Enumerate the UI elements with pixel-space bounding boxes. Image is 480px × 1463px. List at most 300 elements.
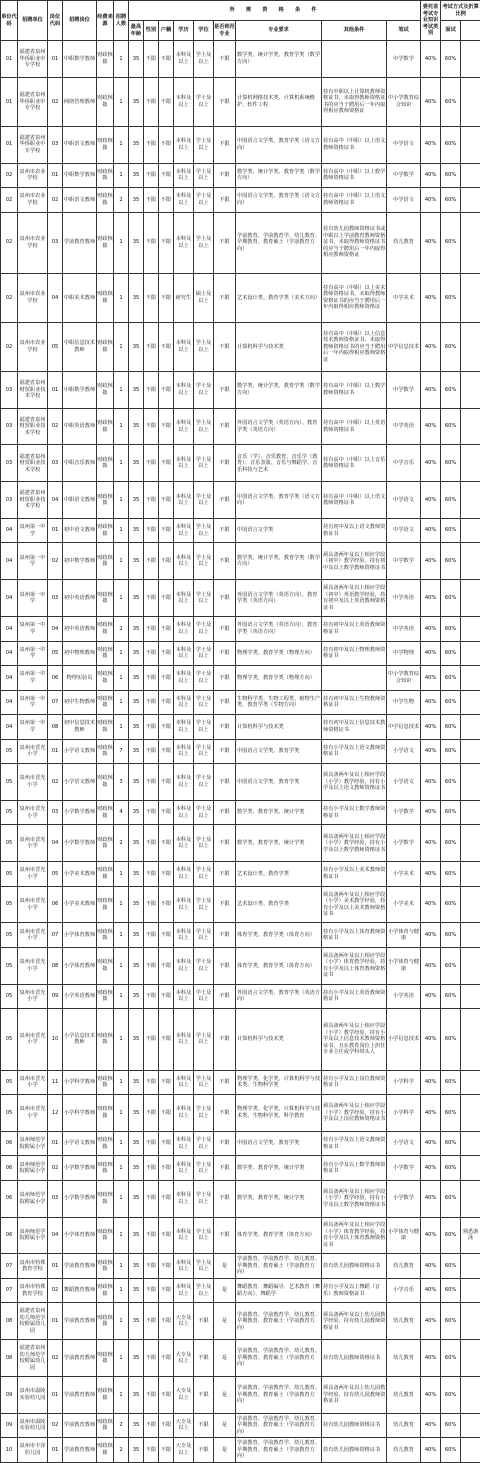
- cell-age: 35: [129, 1376, 144, 1413]
- cell-unit-code: 03: [1, 371, 18, 408]
- cell-funding: 财政核拨: [97, 163, 114, 188]
- cell-age: 35: [129, 923, 144, 948]
- cell-unit: 泉州市特殊教育学校: [18, 1254, 48, 1279]
- table-row: [1, 984, 480, 1009]
- table-row: [1, 445, 480, 482]
- cell-interview: 60%: [441, 1009, 461, 1070]
- cell-post-code: 01: [48, 1303, 63, 1340]
- cell-education: 本科及以上: [174, 1095, 194, 1132]
- cell-unit: 泉州市晋光小学: [18, 1095, 48, 1132]
- cell-education: 本科及以上: [174, 715, 194, 740]
- cell-post-code: 07: [48, 690, 63, 715]
- cell-funding: 财政核拨: [97, 273, 114, 322]
- cell-education: 本科及以上: [174, 445, 194, 482]
- cell-gender: 不限: [144, 862, 159, 887]
- table-row: [1, 947, 480, 984]
- cell-hukou: 不限: [159, 1278, 174, 1303]
- cell-education: 本科及以上: [174, 1217, 194, 1254]
- cell-hukou: 不限: [159, 445, 174, 482]
- cell-funding: 财政核拨: [97, 408, 114, 445]
- cell-post-code: 12: [48, 1095, 63, 1132]
- table-row: [1, 1009, 480, 1070]
- cell-degree: 学士及以上: [194, 77, 214, 126]
- cell-normal: 不限: [214, 273, 236, 322]
- cell-subject: 小学语文: [387, 764, 421, 801]
- cell-education: 大专及以上: [174, 1303, 194, 1340]
- cell-interview: 60%: [441, 518, 461, 543]
- cell-post: 中职语文教师: [63, 126, 97, 163]
- cell-age: 35: [129, 1303, 144, 1340]
- cell-degree: 学士及以上: [194, 984, 214, 1009]
- cell-interview: 60%: [441, 666, 461, 691]
- cell-hukou: 不限: [159, 1254, 174, 1279]
- cell-degree: 不限: [194, 1413, 214, 1438]
- cell-normal: 不限: [214, 825, 236, 862]
- cell-normal: 不限: [214, 163, 236, 188]
- cell-count: 1: [114, 77, 129, 126]
- cell-written: 40%: [421, 41, 441, 78]
- cell-written: 40%: [421, 482, 441, 519]
- cell-normal: 不限: [214, 1156, 236, 1181]
- cell-post: 初中数学教师: [63, 543, 97, 580]
- cell-count: 1: [114, 862, 129, 887]
- cell-age: 35: [129, 1217, 144, 1254]
- cell-gender: 不限: [144, 188, 159, 213]
- cell-post: 小学美术教师: [63, 886, 97, 923]
- cell-unit: 福建省泉州华侨职业中专学校: [18, 126, 48, 163]
- cell-normal: 是: [214, 1340, 236, 1377]
- cell-interview: 60%: [441, 617, 461, 642]
- cell-count: 1: [114, 445, 129, 482]
- cell-remark: [461, 445, 480, 482]
- table-row: [1, 41, 480, 78]
- table-row: [1, 715, 480, 740]
- header-row-1: [1, 1, 480, 21]
- cell-interview: 60%: [441, 862, 461, 887]
- cell-subject: 中学数学: [387, 543, 421, 580]
- cell-remark: [461, 1070, 480, 1095]
- cell-education: 本科及以上: [174, 984, 194, 1009]
- cell-education: 本科及以上: [174, 482, 194, 519]
- cell-unit: 泉州市晋光小学: [18, 1070, 48, 1095]
- cell-written: 40%: [421, 1303, 441, 1340]
- cell-education: 本科及以上: [174, 1070, 194, 1095]
- cell-normal: 不限: [214, 212, 236, 273]
- cell-normal: 不限: [214, 188, 236, 213]
- cell-written: 40%: [421, 825, 441, 862]
- cell-other: 持有小学及以上数学教师资格证书: [322, 800, 387, 825]
- cell-funding: 财政核拨: [97, 1070, 114, 1095]
- cell-age: 35: [129, 666, 144, 691]
- cell-age: 35: [129, 41, 144, 78]
- cell-interview: 60%: [441, 482, 461, 519]
- col-other: 其他条件: [322, 21, 387, 41]
- cell-post-code: 02: [48, 764, 63, 801]
- cell-interview: 60%: [441, 1278, 461, 1303]
- table-row: [1, 371, 480, 408]
- cell-written: 40%: [421, 1413, 441, 1438]
- cell-remark: [461, 1376, 480, 1413]
- cell-count: 4: [114, 800, 129, 825]
- cell-subject: 中学音乐: [387, 445, 421, 482]
- cell-post: 初中信息技术教师: [63, 715, 97, 740]
- cell-written: 40%: [421, 580, 441, 617]
- cell-subject: 幼儿教育: [387, 1413, 421, 1438]
- cell-post: 中职语文教师: [63, 482, 97, 519]
- cell-funding: 财政核拨: [97, 1340, 114, 1377]
- cell-count: 1: [114, 715, 129, 740]
- table-row: [1, 764, 480, 801]
- cell-interview: 60%: [441, 580, 461, 617]
- cell-count: 1: [114, 1095, 129, 1132]
- cell-interview: 60%: [441, 371, 461, 408]
- cell-age: 35: [129, 518, 144, 543]
- cell-subject: 幼儿教育: [387, 1340, 421, 1377]
- cell-post-code: 01: [48, 1131, 63, 1156]
- cell-funding: 财政核拨: [97, 482, 114, 519]
- cell-post-code: 06: [48, 666, 63, 691]
- cell-unit-code: 05: [1, 739, 18, 764]
- cell-count: 2: [114, 1438, 129, 1463]
- cell-unit: 泉州第一中学: [18, 617, 48, 642]
- cell-hukou: 不限: [159, 482, 174, 519]
- cell-hukou: 不限: [159, 543, 174, 580]
- cell-remark: [461, 126, 480, 163]
- cell-other: 持有小学及以上语文教师资格证书: [322, 1131, 387, 1156]
- cell-age: 35: [129, 408, 144, 445]
- cell-post-code: 03: [48, 800, 63, 825]
- cell-interview: 60%: [441, 1340, 461, 1377]
- cell-gender: 不限: [144, 1438, 159, 1463]
- cell-age: 35: [129, 1009, 144, 1070]
- cell-education: 研究生: [174, 273, 194, 322]
- cell-hukou: 不限: [159, 408, 174, 445]
- cell-education: 大专及以上: [174, 1413, 194, 1438]
- cell-remark: [461, 690, 480, 715]
- cell-gender: 不限: [144, 1131, 159, 1156]
- cell-count: 1: [114, 666, 129, 691]
- cell-normal: 不限: [214, 764, 236, 801]
- cell-other: 须具备两年及以上相应学段（小学）体育教学经验，持有小学及以上体育教师资格证书: [322, 947, 387, 984]
- cell-unit-code: 07: [1, 1278, 18, 1303]
- cell-gender: 不限: [144, 947, 159, 984]
- cell-remark: [461, 580, 480, 617]
- cell-count: 1: [114, 886, 129, 923]
- cell-count: 1: [114, 1131, 129, 1156]
- cell-normal: 不限: [214, 641, 236, 666]
- cell-hukou: 不限: [159, 1009, 174, 1070]
- cell-hukou: 不限: [159, 1156, 174, 1181]
- cell-age: 35: [129, 1278, 144, 1303]
- cell-post-code: 08: [48, 947, 63, 984]
- table-row: [1, 1070, 480, 1095]
- cell-interview: 60%: [441, 1070, 461, 1095]
- table-row: [1, 188, 480, 213]
- cell-subject: 中学英语: [387, 617, 421, 642]
- cell-post: 学前教育教师: [63, 1438, 97, 1463]
- cell-unit: 泉州第一中学: [18, 518, 48, 543]
- cell-hukou: 不限: [159, 739, 174, 764]
- cell-other: 持有小学及以上体育教师资格证书: [322, 923, 387, 948]
- cell-funding: 财政核拨: [97, 764, 114, 801]
- cell-interview: 60%: [441, 1438, 461, 1463]
- cell-post-code: 05: [48, 322, 63, 371]
- cell-normal: 不限: [214, 408, 236, 445]
- cell-degree: 学士及以上: [194, 1278, 214, 1303]
- cell-major: 中国语言文学类、教育学类: [236, 739, 322, 764]
- cell-age: 35: [129, 947, 144, 984]
- cell-subject: 小学体育与健康: [387, 923, 421, 948]
- cell-remark: [461, 273, 480, 322]
- cell-count: 2: [114, 1413, 129, 1438]
- cell-post-code: 01: [48, 518, 63, 543]
- cell-post-code: 01: [48, 739, 63, 764]
- cell-age: 35: [129, 126, 144, 163]
- cell-normal: 不限: [214, 984, 236, 1009]
- cell-gender: 不限: [144, 273, 159, 322]
- col-ratio: 考试方式及折算比例: [441, 1, 480, 21]
- cell-remark: [461, 188, 480, 213]
- cell-written: 40%: [421, 617, 441, 642]
- cell-unit: 泉州市晋光小学: [18, 984, 48, 1009]
- col-requirements: 所 需 资 格 条 件: [129, 1, 421, 21]
- table-row: [1, 641, 480, 666]
- col-education: 学历: [174, 21, 194, 41]
- cell-normal: 不限: [214, 482, 236, 519]
- cell-post-code: 04: [48, 273, 63, 322]
- table-row: [1, 126, 480, 163]
- cell-hukou: 不限: [159, 666, 174, 691]
- cell-normal: 不限: [214, 923, 236, 948]
- cell-gender: 不限: [144, 739, 159, 764]
- cell-remark: [461, 1254, 480, 1279]
- cell-gender: 不限: [144, 1156, 159, 1181]
- cell-normal: 不限: [214, 690, 236, 715]
- cell-post-code: 03: [48, 212, 63, 273]
- cell-funding: 财政核拨: [97, 580, 114, 617]
- cell-education: 本科及以上: [174, 188, 194, 213]
- cell-education: 本科及以上: [174, 666, 194, 691]
- cell-unit-code: 02: [1, 188, 18, 213]
- cell-degree: 学士及以上: [194, 126, 214, 163]
- cell-major: 学前教育、学前教育学、幼儿教育、早期教育、教育硕士（学前教育方向）: [236, 1254, 322, 1279]
- cell-degree: 不限: [194, 1376, 214, 1413]
- cell-post-code: 02: [48, 408, 63, 445]
- cell-funding: 财政核拨: [97, 690, 114, 715]
- cell-education: 本科及以上: [174, 1131, 194, 1156]
- cell-written: 40%: [421, 212, 441, 273]
- cell-written: 40%: [421, 1217, 441, 1254]
- col-post: 招聘岗位: [63, 1, 97, 41]
- cell-age: 35: [129, 1438, 144, 1463]
- cell-hukou: 不限: [159, 984, 174, 1009]
- cell-gender: 不限: [144, 163, 159, 188]
- cell-subject: 中学数学: [387, 371, 421, 408]
- cell-interview: 60%: [441, 1413, 461, 1438]
- cell-hukou: 不限: [159, 41, 174, 78]
- cell-age: 35: [129, 690, 144, 715]
- cell-other: 持有幼儿园教师资格证书: [322, 1438, 387, 1463]
- cell-other: 须具备两年及以上相应学段（小学）体育教学经验，持有小学及以上体育教师资格证书: [322, 1217, 387, 1254]
- cell-written: 40%: [421, 1131, 441, 1156]
- cell-normal: 不限: [214, 1131, 236, 1156]
- cell-unit-code: 01: [1, 77, 18, 126]
- cell-unit: 福建省泉州华侨职业中专学校: [18, 77, 48, 126]
- cell-interview: 60%: [441, 126, 461, 163]
- cell-other: 持有幼儿园教师资格证书: [322, 1254, 387, 1279]
- cell-major: 数学类、统计学类、教育学类（数学方向）: [236, 371, 322, 408]
- cell-unit-code: 06: [1, 1217, 18, 1254]
- cell-age: 35: [129, 1340, 144, 1377]
- cell-education: 本科及以上: [174, 518, 194, 543]
- cell-remark: [461, 1340, 480, 1377]
- cell-post-code: 01: [48, 1438, 63, 1463]
- cell-age: 35: [129, 163, 144, 188]
- cell-major: 艺术设计类、教育学类: [236, 862, 322, 887]
- cell-education: 本科及以上: [174, 690, 194, 715]
- cell-major: 学前教育、学前教育学、幼儿教育、早期教育、教育硕士（学前教育方向）: [236, 1438, 322, 1463]
- cell-funding: 财政核拨: [97, 77, 114, 126]
- table-row: [1, 617, 480, 642]
- cell-major: 中国语言文学类、教育学类: [236, 1131, 322, 1156]
- cell-other: 须具备两年及以上相应学段（小学）教学经验，持有小学及以上语文教师资格证书: [322, 764, 387, 801]
- cell-major: 中国语言文学类、教育学类（语文方向）: [236, 126, 322, 163]
- cell-major: 数学类、教育学类、统计学类: [236, 825, 322, 862]
- cell-degree: 学士及以上: [194, 543, 214, 580]
- cell-funding: 财政核拨: [97, 800, 114, 825]
- cell-post: 小学语文教师: [63, 739, 97, 764]
- cell-remark: [461, 1303, 480, 1340]
- cell-unit: 泉州市晋光小学: [18, 800, 48, 825]
- cell-post-code: 10: [48, 1009, 63, 1070]
- cell-education: 本科及以上: [174, 408, 194, 445]
- cell-hukou: 不限: [159, 518, 174, 543]
- cell-degree: 学士及以上: [194, 212, 214, 273]
- cell-normal: 不限: [214, 77, 236, 126]
- cell-education: 本科及以上: [174, 1254, 194, 1279]
- cell-count: 1: [114, 641, 129, 666]
- cell-gender: 不限: [144, 825, 159, 862]
- cell-post: 中职数学教师: [63, 41, 97, 78]
- cell-remark: [461, 543, 480, 580]
- cell-subject: 小学数学: [387, 1180, 421, 1217]
- cell-gender: 不限: [144, 1009, 159, 1070]
- cell-unit-code: 08: [1, 1340, 18, 1377]
- cell-gender: 不限: [144, 1095, 159, 1132]
- cell-unit: 泉州师范学院附属小学: [18, 1131, 48, 1156]
- cell-degree: 学士及以上: [194, 408, 214, 445]
- cell-unit: 泉州市温陵实验幼儿园: [18, 1413, 48, 1438]
- cell-post: 初中语文教师: [63, 518, 97, 543]
- cell-subject: 中学语文: [387, 518, 421, 543]
- cell-count: 1: [114, 41, 129, 78]
- cell-major: 外国语言文学类（英语方向）、教育学类（英语方向）: [236, 408, 322, 445]
- cell-hukou: 不限: [159, 1303, 174, 1340]
- cell-subject: 中学语文: [387, 482, 421, 519]
- cell-post: 中职信息技术教师: [63, 322, 97, 371]
- cell-age: 35: [129, 1095, 144, 1132]
- cell-other: 持有初中及以上英语教师资格证书: [322, 617, 387, 642]
- cell-degree: 学士及以上: [194, 923, 214, 948]
- cell-subject: 小学科学: [387, 1070, 421, 1095]
- cell-other: 持有小学及以上美术教师资格证书: [322, 862, 387, 887]
- cell-remark: [461, 617, 480, 642]
- cell-post-code: 04: [48, 1217, 63, 1254]
- cell-subject: 小学数学: [387, 800, 421, 825]
- cell-hukou: 不限: [159, 1376, 174, 1413]
- cell-hukou: 不限: [159, 764, 174, 801]
- cell-unit: 泉州市晋光小学: [18, 825, 48, 862]
- cell-written: 40%: [421, 641, 441, 666]
- cell-gender: 不限: [144, 77, 159, 126]
- cell-unit-code: 01: [1, 41, 18, 78]
- cell-interview: 60%: [441, 1254, 461, 1279]
- cell-other: [322, 666, 387, 691]
- cell-unit: 泉州市晋光小学: [18, 739, 48, 764]
- cell-remark: [461, 408, 480, 445]
- cell-unit-code: 05: [1, 984, 18, 1009]
- cell-post: 小学语文教师: [63, 1131, 97, 1156]
- cell-funding: 财政核拨: [97, 41, 114, 78]
- cell-other: 持有高中（中职）以上数学教师资格证书: [322, 163, 387, 188]
- cell-hukou: 不限: [159, 1413, 174, 1438]
- cell-normal: 是: [214, 1278, 236, 1303]
- cell-subject: 小学科学: [387, 1095, 421, 1132]
- cell-unit: 泉州第一中学: [18, 715, 48, 740]
- cell-education: 本科及以上: [174, 1009, 194, 1070]
- cell-count: 1: [114, 1217, 129, 1254]
- cell-written: 40%: [421, 947, 441, 984]
- cell-hukou: 不限: [159, 188, 174, 213]
- cell-count: 1: [114, 1070, 129, 1095]
- cell-hukou: 不限: [159, 690, 174, 715]
- cell-normal: 不限: [214, 947, 236, 984]
- cell-gender: 不限: [144, 408, 159, 445]
- cell-unit-code: 05: [1, 886, 18, 923]
- cell-normal: 不限: [214, 617, 236, 642]
- cell-major: 学前教育、学前教育学、幼儿教育、早期教育、教育硕士（学前教育方向）: [236, 1376, 322, 1413]
- table-row: [1, 1340, 480, 1377]
- cell-degree: 学士及以上: [194, 947, 214, 984]
- cell-degree: 学士及以上: [194, 886, 214, 923]
- cell-funding: 财政核拨: [97, 1278, 114, 1303]
- cell-count: 3: [114, 764, 129, 801]
- cell-post-code: 03: [48, 1180, 63, 1217]
- cell-degree: 学士及以上: [194, 825, 214, 862]
- cell-age: 35: [129, 371, 144, 408]
- table-row: [1, 1303, 480, 1340]
- cell-gender: 不限: [144, 1070, 159, 1095]
- cell-post: 学前教育教师: [63, 1376, 97, 1413]
- cell-major: 数学类、统计学类、教育学类（数学方向）: [236, 41, 322, 78]
- cell-gender: 不限: [144, 1254, 159, 1279]
- cell-other: 须具备两年及以上幼儿园教学经验，持有幼儿园教师资格证书: [322, 1376, 387, 1413]
- cell-post-code: 02: [48, 1156, 63, 1181]
- cell-age: 35: [129, 212, 144, 273]
- col-normal: 是否师范专业: [214, 21, 236, 41]
- cell-post-code: 01: [48, 371, 63, 408]
- cell-gender: 不限: [144, 1217, 159, 1254]
- cell-gender: 不限: [144, 1413, 159, 1438]
- cell-gender: 不限: [144, 580, 159, 617]
- cell-count: 1: [114, 1278, 129, 1303]
- cell-count: 1: [114, 690, 129, 715]
- cell-age: 35: [129, 1070, 144, 1095]
- cell-degree: 学士及以上: [194, 371, 214, 408]
- cell-remark: [461, 666, 480, 691]
- table-row: [1, 1131, 480, 1156]
- cell-subject: 中学英语: [387, 408, 421, 445]
